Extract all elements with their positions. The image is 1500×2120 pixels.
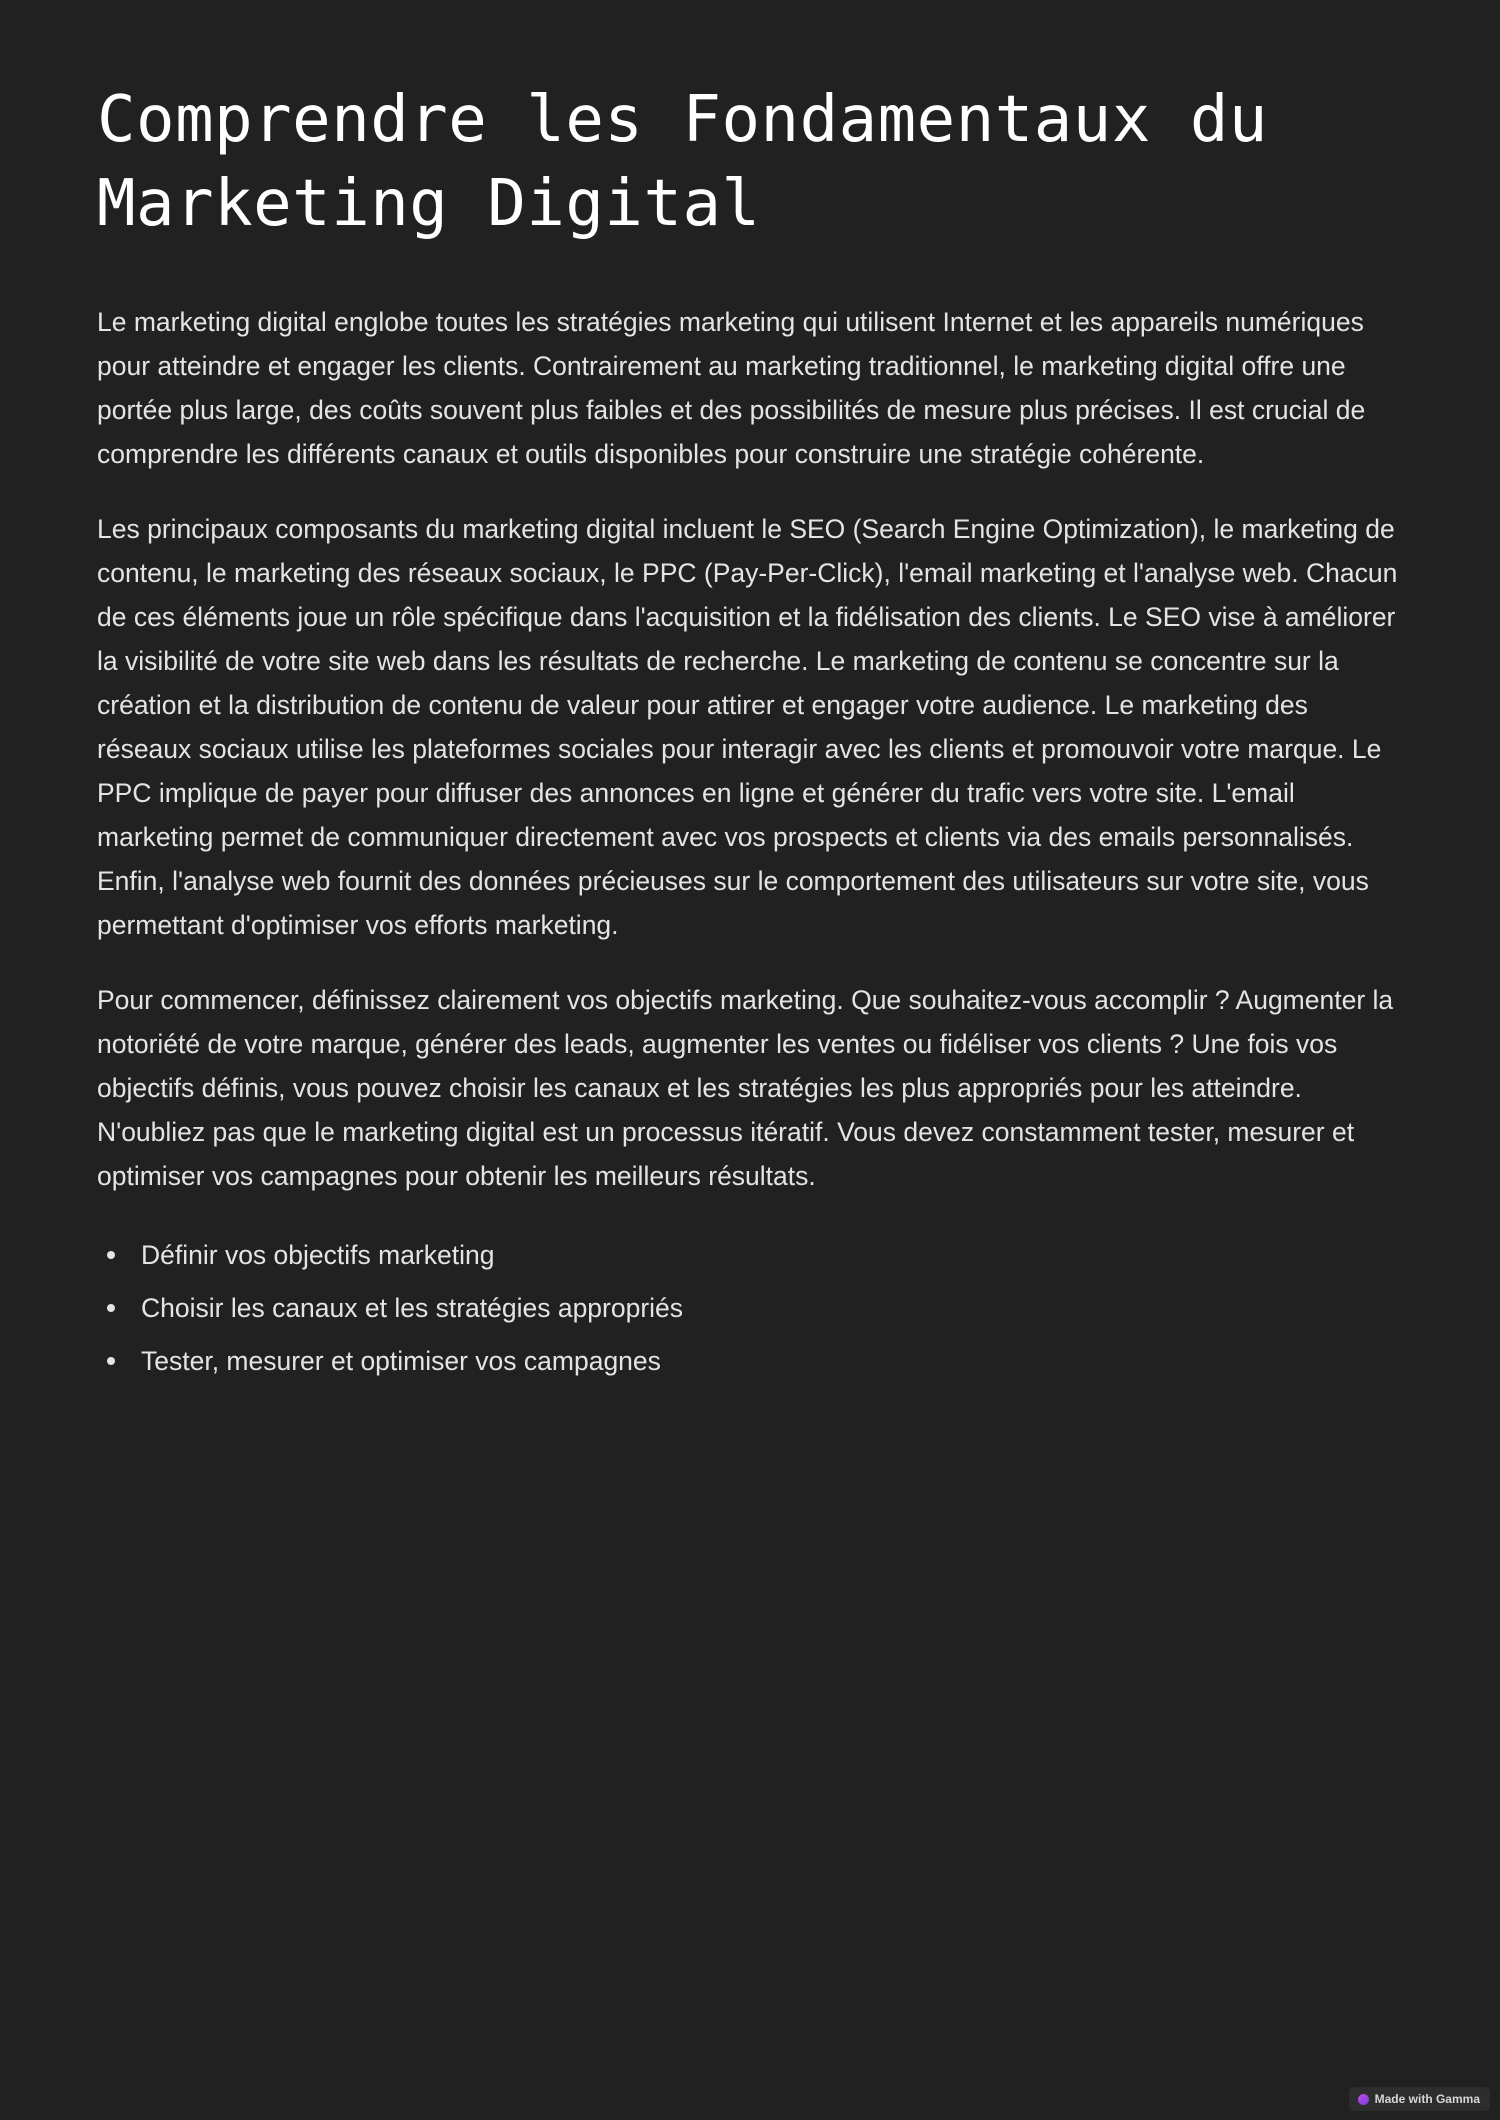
list-item bbox=[141, 1229, 1409, 1282]
bullet-icon bbox=[107, 1251, 115, 1259]
made-with-gamma-badge[interactable] bbox=[1349, 2087, 1490, 2111]
list-item-text: Tester, mesurer et optimiser vos campagnes bbox=[141, 1346, 661, 1376]
list-item-text: Définir vos objectifs marketing bbox=[141, 1240, 495, 1270]
document-content bbox=[97, 78, 1409, 1388]
paragraph-intro: Le marketing digital englobe toutes les stratégies marketing qui utilisent Internet et les appareils numériques pour atteindre et engager les clients. Contrairement au marketing traditionnel, le marketing digital offre une portée plus large, des coûts souvent plus faibles et des possibilités de mesure plus précises. Il est crucial de comprendre les différents canaux et outils disponibles pour construire une stratégie cohérente. bbox=[97, 307, 1366, 469]
badge-label: Made with Gamma bbox=[1374, 2092, 1480, 2106]
list-item bbox=[141, 1282, 1409, 1335]
list-item bbox=[141, 1335, 1409, 1388]
bullet-list bbox=[97, 1229, 1409, 1388]
page-title: Comprendre les Fondamentaux du Marketing Digital bbox=[97, 83, 1268, 241]
bullet-icon bbox=[107, 1357, 115, 1365]
gamma-logo-icon bbox=[1358, 2094, 1369, 2105]
bullet-icon bbox=[107, 1304, 115, 1312]
paragraph-components: Les principaux composants du marketing digital incluent le SEO (Search Engine Optimization), le marketing de contenu, le marketing des réseaux sociaux, le PPC (Pay-Per-Click), l'email marketing et l'analyse web. Chacun de ces éléments joue un rôle spécifique dans l'acquisition et la fidélisation des clients. Le SEO vise à améliorer la visibilité de votre site web dans les résultats de recherche. Le marketing de contenu se concentre sur la création et la distribution de contenu de valeur pour attirer et engager votre audience. Le marketing des réseaux sociaux utilise les plateformes sociales pour interagir avec les clients et promouvoir votre marque. Le PPC implique de payer pour diffuser des annonces en ligne et générer du trafic vers votre site. L'email marketing permet de communiquer directement avec vos prospects et clients via des emails personnalisés. Enfin, l'analyse web fournit des données précieuses sur le comportement des utilisateurs sur votre site, vous permettant d'optimiser vos efforts marketing. bbox=[97, 514, 1398, 940]
list-item-text: Choisir les canaux et les stratégies appropriés bbox=[141, 1293, 684, 1323]
paragraph-getting-started: Pour commencer, définissez clairement vos objectifs marketing. Que souhaitez-vous accomplir ? Augmenter la notoriété de votre marque, générer des leads, augmenter les ventes ou fidéliser vos clients ? Une fois vos objectifs définis, vous pouvez choisir les canaux et les stratégies les plus appropriés pour les atteindre. N'oubliez pas que le marketing digital est un processus itératif. Vous devez constamment tester, mesurer et optimiser vos campagnes pour obtenir les meilleurs résultats. bbox=[97, 985, 1394, 1191]
